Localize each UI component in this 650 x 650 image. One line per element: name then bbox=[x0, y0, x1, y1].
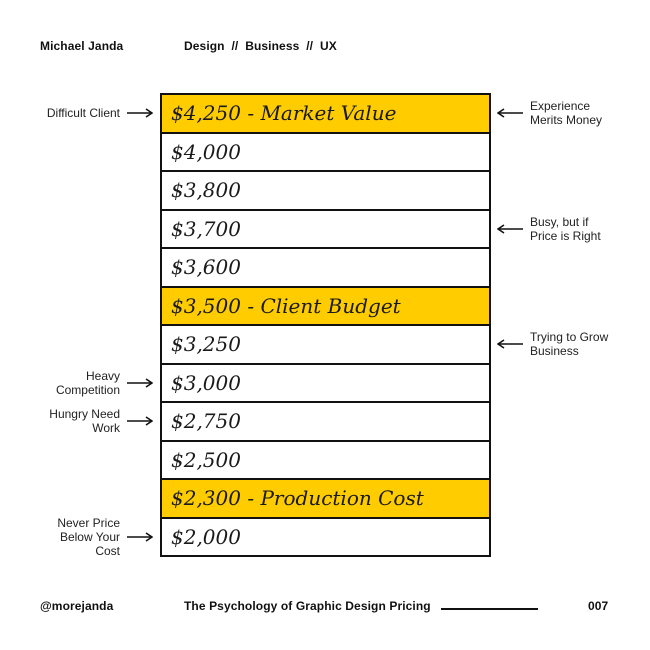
annotation-line: Hungry Need bbox=[49, 407, 120, 421]
arrow-icon bbox=[127, 532, 153, 542]
annotation-line: Difficult Client bbox=[46, 106, 120, 120]
price-row: $3,250 bbox=[162, 326, 489, 365]
price-row: $3,500 - Client Budget bbox=[162, 288, 489, 327]
author-name: Michael Janda bbox=[40, 39, 124, 53]
arrow-icon bbox=[127, 108, 153, 118]
price-row: $4,000 bbox=[162, 134, 489, 173]
price-row: $2,750 bbox=[162, 403, 489, 442]
annotation-line: Price is Right bbox=[530, 228, 601, 243]
left-annotation bbox=[47, 106, 120, 120]
annotation-line: Never Price bbox=[57, 515, 120, 530]
footer-divider bbox=[441, 608, 538, 610]
price-row: $2,500 bbox=[162, 442, 489, 481]
annotation-line: Experience bbox=[530, 99, 591, 113]
left-annotation bbox=[57, 516, 120, 558]
price-row: $3,800 bbox=[162, 172, 489, 211]
annotation-line: Cost bbox=[95, 543, 120, 558]
arrow-icon bbox=[497, 339, 523, 349]
right-annotation bbox=[530, 99, 602, 127]
annotation-line: Business bbox=[530, 344, 579, 358]
arrow-icon bbox=[497, 108, 523, 118]
footer-title: The Psychology of Graphic Design Pricing bbox=[184, 599, 431, 613]
right-annotation bbox=[530, 215, 601, 243]
left-annotation bbox=[56, 369, 120, 397]
left-annotation bbox=[49, 407, 120, 435]
arrow-icon bbox=[497, 224, 523, 234]
price-row: $3,600 bbox=[162, 249, 489, 288]
price-row: $2,000 bbox=[162, 519, 489, 558]
price-row: $4,250 - Market Value bbox=[162, 95, 489, 134]
arrow-icon bbox=[127, 378, 153, 388]
page-number: 007 bbox=[588, 599, 609, 613]
right-annotation bbox=[530, 330, 608, 358]
price-row: $3,000 bbox=[162, 365, 489, 404]
annotation-line: Trying to Grow bbox=[530, 330, 609, 344]
annotation-line: Work bbox=[92, 421, 120, 435]
annotation-line: Below Your bbox=[59, 529, 120, 544]
annotation-line: Heavy bbox=[85, 368, 120, 383]
annotation-line: Merits Money bbox=[530, 113, 603, 127]
annotation-line: Busy, but if bbox=[530, 214, 589, 229]
social-handle: @morejanda bbox=[40, 599, 114, 613]
price-row: $3,700 bbox=[162, 211, 489, 250]
price-row: $2,300 - Production Cost bbox=[162, 480, 489, 519]
annotation-line: Competition bbox=[55, 382, 120, 397]
arrow-icon bbox=[127, 416, 153, 426]
price-stack bbox=[160, 93, 491, 557]
topics-header: Design // Business // UX bbox=[184, 39, 337, 53]
